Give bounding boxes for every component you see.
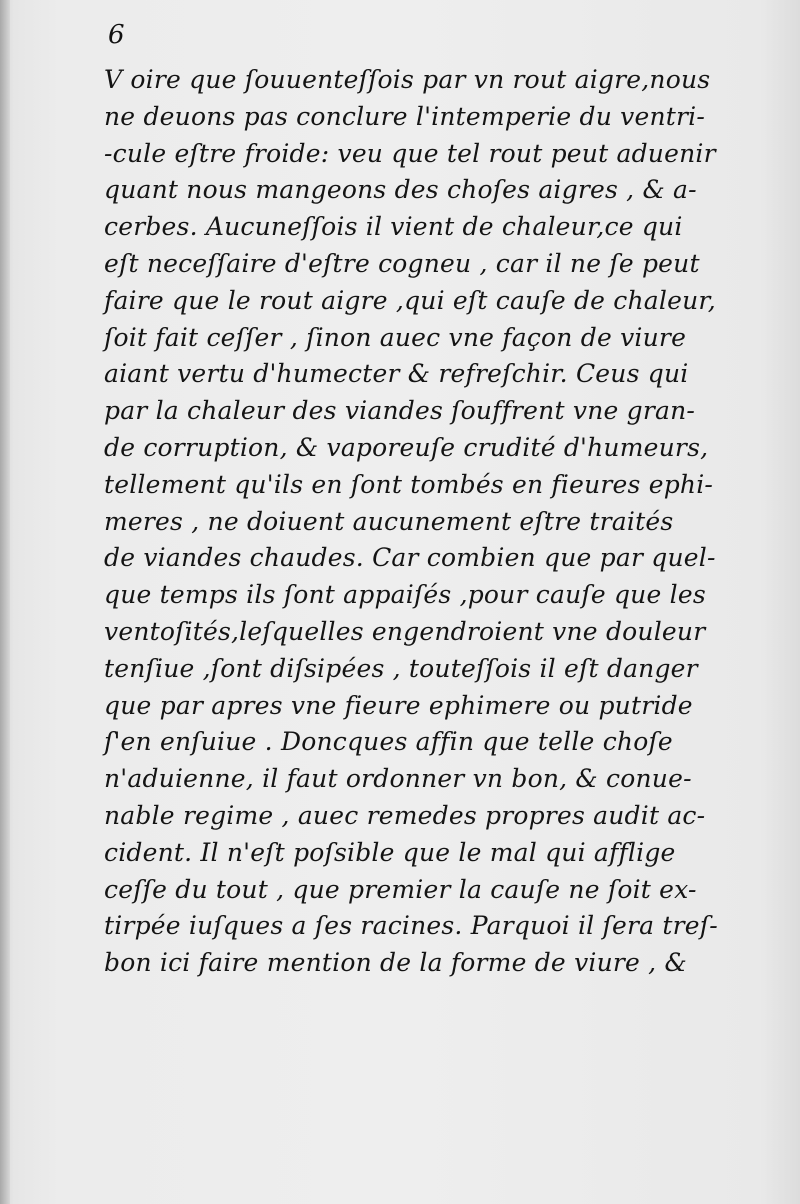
text-line: de corruption, & vaporeuſe crudité d'humeurs, [104,432,709,462]
text-line: nable regime , auec remedes propres audit ac- [104,800,706,830]
text-line: n'aduienne, il faut ordonner vn bon, & conue- [104,764,692,794]
text-line: cident. Il n'eſt poſsible que le mal qui afflige [104,837,676,867]
text-line: que temps ils ſont appaiſés ,pour cauſe que les [104,580,706,610]
text-line: tellement qu'ils en ſont tombés en fieures ephi- [104,469,714,499]
text-line: bon ici faire mention de la forme de viure , & [104,948,687,978]
text-line: ne deuons pas conclure l'intemperie du ventri- [104,101,706,131]
text-line: tirpée iuſques a ſes racines. Parquoi il ſera treſ- [104,911,718,941]
text-line: ventoſités,leſquelles engendroient vne douleur [104,616,706,646]
text-line: ſ'en enſuiue . Doncques affin que telle choſe [104,727,673,757]
text-line: ceſſe du tout , que premier la cauſe ne ſoit ex- [104,874,697,904]
text-line: par la chaleur des viandes ſouffrent vne gran- [104,396,696,426]
text-line: meres , ne doiuent aucunement eſtre traités [104,506,674,536]
text-line: eſt neceſſaire d'eſtre cogneu , car il ne ſe peut [104,248,700,278]
page-number: 6 [108,20,125,50]
text-line: -cule eſtre froide: veu que tel rout peut aduenir [104,138,716,168]
text-line: quant nous mangeons des choſes aigres , & a- [104,175,697,205]
text-line: faire que le rout aigre ,qui eſt cauſe de chaleur, [104,285,716,315]
text-line: tenſiue ,ſont diſsipées , touteſſois il eſt danger [104,653,698,683]
body-text [104,62,744,982]
binding-gutter [0,0,10,1204]
text-line: que par apres vne fieure ephimere ou putride [104,690,693,720]
text-line: ſoit fait ceſſer , ſinon auec vne façon de viure [104,322,687,352]
text-line: aiant vertu d'humecter & refreſchir. Ceus qui [104,359,689,389]
text-line: de viandes chaudes. Car combien que par quel- [104,543,716,573]
text-line: cerbes. Aucuneſſois il vient de chaleur,ce qui [104,212,683,242]
text-line: V oire que ſouuenteſſois par vn rout aigre,nous [104,65,711,94]
